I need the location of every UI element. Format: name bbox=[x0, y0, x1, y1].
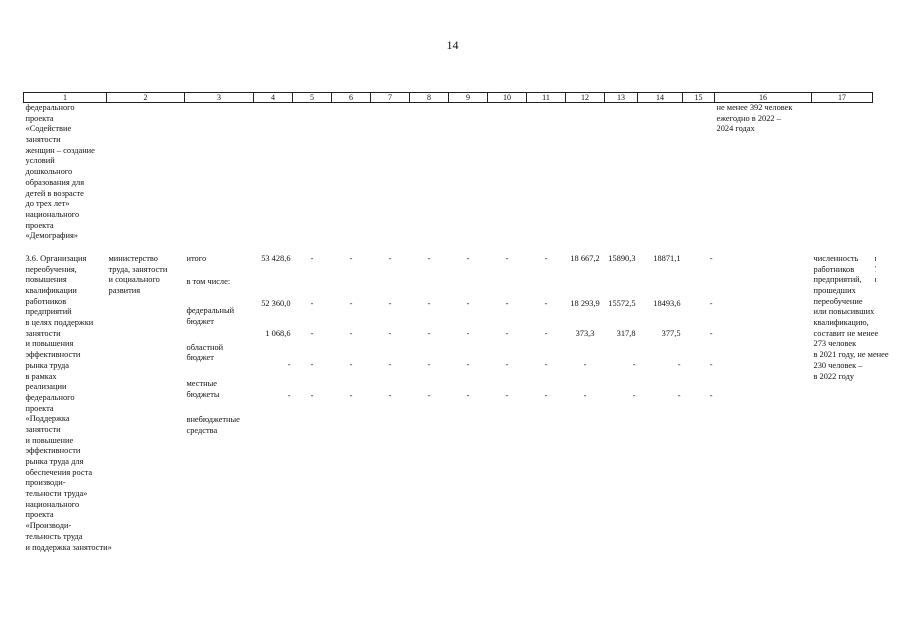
executor-cell: министерство труда, занятости и социального развития bbox=[108, 253, 168, 295]
column-header: 14 bbox=[638, 93, 683, 103]
year-value-cell: 18871,1 18493,6 377,5 - - bbox=[653, 253, 681, 400]
activities-table bbox=[23, 92, 889, 553]
funding-source-cell: итого в том числе: федеральный бюджет областной бюджет местные бюджеты внебюджетные средства bbox=[186, 253, 240, 436]
column-header: 3 bbox=[185, 93, 254, 103]
column-header: 17 bbox=[812, 93, 873, 103]
column-header: 2 bbox=[107, 93, 185, 103]
column-header: 1 bbox=[24, 93, 107, 103]
column-header: 5 bbox=[293, 93, 332, 103]
project-name-cell: 3.6. Организация переобучения, повышения квалификации работников предприятий в целях поддержки занятости и повышения эффективности рынка труда в рамках реализации федерального проекта «Поддержка занятости и повышение эффективности рынка труда для обеспечения роста производи- тельности труда» национального проекта «Производи- тельность труда и поддержка занятости» bbox=[25, 253, 112, 552]
column-header: 6 bbox=[332, 93, 371, 103]
year-value-cell bbox=[715, 254, 812, 553]
year-value-cell: - - - - - bbox=[388, 253, 392, 400]
year-value-cell: - - - - - bbox=[505, 253, 509, 400]
column-header: 11 bbox=[527, 93, 566, 103]
year-value-cell: 15890,3 15572,5 317,8 - - bbox=[608, 253, 636, 400]
column-number-row bbox=[24, 93, 879, 103]
table-row bbox=[24, 254, 879, 553]
column-header: 13 bbox=[605, 93, 638, 103]
project-name-cell: федерального проекта «Содействие занятости женщин – создание условий дошкольного образования для детей в возрасте до трех лет» национального проекта «Демография» bbox=[25, 103, 95, 241]
column-header: 9 bbox=[449, 93, 488, 103]
indicator-cell: численность работников предприятий, прошедших переобучение или повысивших квалификацию, составит не менее 273 человек в 2021 году, не менее 230 человек – в 2022 году bbox=[813, 253, 889, 381]
indicator-cell: не менее 392 человек ежегодно в 2022 – 2024 годах bbox=[716, 103, 793, 134]
year-value-cell: - - - - - bbox=[310, 253, 314, 400]
column-header: 16 bbox=[715, 93, 812, 103]
year-value-cell: - - - - - bbox=[709, 253, 713, 400]
page-number: 14 bbox=[446, 38, 459, 52]
reference-cell bbox=[873, 254, 879, 553]
year-value-cell: - - - - - bbox=[349, 253, 353, 400]
column-header: 4 bbox=[254, 93, 293, 103]
year-value-cell: - - - - - bbox=[466, 253, 470, 400]
column-header: 12 bbox=[566, 93, 605, 103]
continuation-row bbox=[24, 103, 879, 242]
year-value-cell: 18 667,2 18 293,9 373,3 - - bbox=[570, 253, 600, 400]
column-header: 7 bbox=[371, 93, 410, 103]
column-header: 8 bbox=[410, 93, 449, 103]
column-header: 10 bbox=[488, 93, 527, 103]
year-value-cell: - - - - - bbox=[427, 253, 431, 400]
total-cost-cell: 53 428,6 52 360,0 1 068,6 - - bbox=[261, 253, 291, 400]
column-header: 15 bbox=[683, 93, 715, 103]
year-value-cell: - - - - - bbox=[544, 253, 548, 400]
